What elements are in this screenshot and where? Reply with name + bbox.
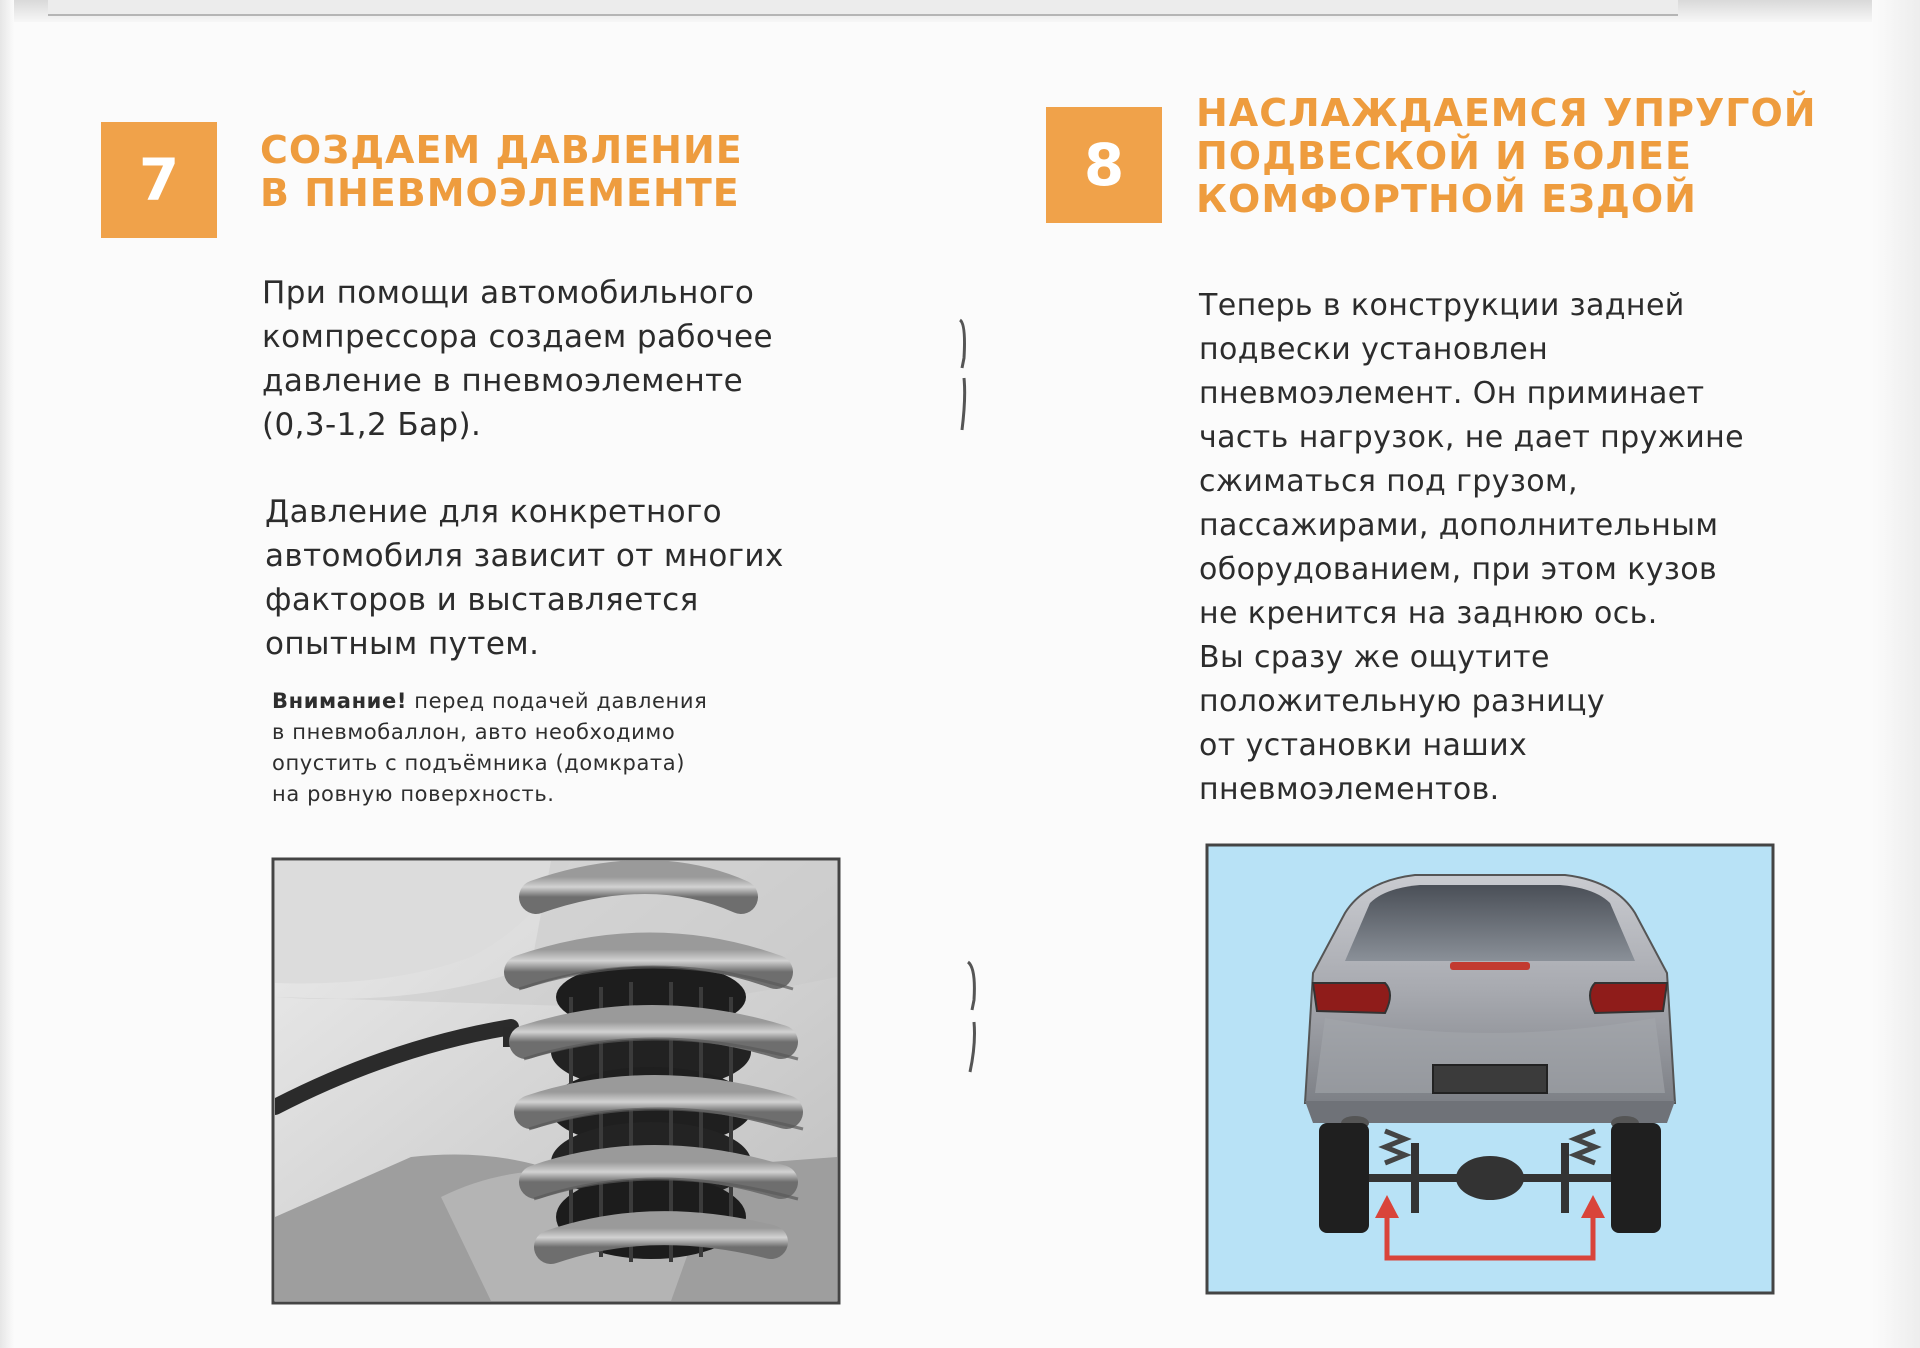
warning-line: на ровную поверхность.	[272, 782, 555, 806]
warning-line: опустить с подъёмника (домкрата)	[272, 751, 686, 775]
left-tail-light	[1313, 983, 1390, 1013]
left-rear-wheel	[1319, 1123, 1369, 1233]
text-line: оборудованием, при этом кузов	[1199, 552, 1718, 587]
text-line: автомобиля зависит от многих	[265, 538, 784, 574]
step-7-heading	[260, 129, 743, 215]
spring-bellows-illustration	[271, 857, 841, 1305]
text-line: подвески установлен	[1199, 332, 1549, 367]
step-7-number: 7	[138, 146, 180, 214]
step-8-heading-line: НАСЛАЖДАЕМСЯ УПРУГОЙ	[1196, 91, 1817, 135]
step-8-heading	[1196, 92, 1817, 221]
text-line: не кренится на заднюю ось.	[1199, 596, 1658, 631]
right-rear-wheel	[1611, 1123, 1661, 1233]
warning-label: Внимание!	[272, 689, 408, 713]
spring-bellows-drawing	[271, 857, 841, 1305]
step-8-heading-line: КОМФОРТНОЙ ЕЗДОЙ	[1196, 177, 1697, 221]
differential	[1456, 1156, 1524, 1200]
text-line: пневмоэлемент. Он приминает	[1199, 376, 1705, 411]
text-line: Давление для конкретного	[265, 494, 723, 530]
text-line: пневмоэлементов.	[1199, 772, 1500, 807]
text-line: давление в пневмоэлементе	[262, 363, 744, 399]
text-line: факторов и выставляется	[265, 582, 699, 618]
step-8-number: 8	[1083, 131, 1125, 199]
step-7-heading-line: СОЗДАЕМ ДАВЛЕНИЕ	[260, 128, 743, 172]
step-8-number-box	[1046, 107, 1162, 223]
license-plate	[1433, 1065, 1547, 1093]
step-8-paragraph	[1199, 284, 1744, 812]
step-8-page	[950, 0, 1920, 1348]
text-line: сжиматься под грузом,	[1199, 464, 1578, 499]
warning-line: в пневмобаллон, авто необходимо	[272, 720, 676, 744]
right-tail-light	[1590, 983, 1667, 1013]
car-rear-view	[1305, 875, 1675, 1130]
brake-light-strip	[1450, 962, 1530, 970]
step-7-number-box	[101, 122, 217, 238]
rear-window	[1345, 885, 1635, 961]
text-line: Вы сразу же ощутите	[1199, 640, 1550, 675]
text-line: положительную разницу	[1199, 684, 1606, 719]
text-line: опытным путем.	[265, 626, 540, 662]
text-line: При помощи автомобильного	[262, 275, 755, 311]
step-7-warning-note	[272, 686, 707, 810]
text-line: от установки наших	[1199, 728, 1528, 763]
text-line: пассажирами, дополнительным	[1199, 508, 1719, 543]
step-7-paragraph-1	[262, 271, 773, 447]
text-line: (0,3-1,2 Бар).	[262, 407, 482, 443]
step-7-heading-line: В ПНЕВМОЭЛЕМЕНТЕ	[260, 171, 740, 215]
step-7-paragraph-2	[265, 490, 784, 666]
warning-line: перед подачей давления	[414, 689, 708, 713]
step-7-page	[0, 0, 950, 1348]
text-line: часть нагрузок, не дает пружине	[1199, 420, 1744, 455]
step-8-heading-line: ПОДВЕСКОЙ И БОЛЕЕ	[1196, 134, 1692, 178]
car-rear-drawing	[1205, 843, 1775, 1295]
car-rear-illustration	[1205, 843, 1775, 1295]
text-line: компрессора создаем рабочее	[262, 319, 773, 355]
text-line: Теперь в конструкции задней	[1199, 288, 1685, 323]
